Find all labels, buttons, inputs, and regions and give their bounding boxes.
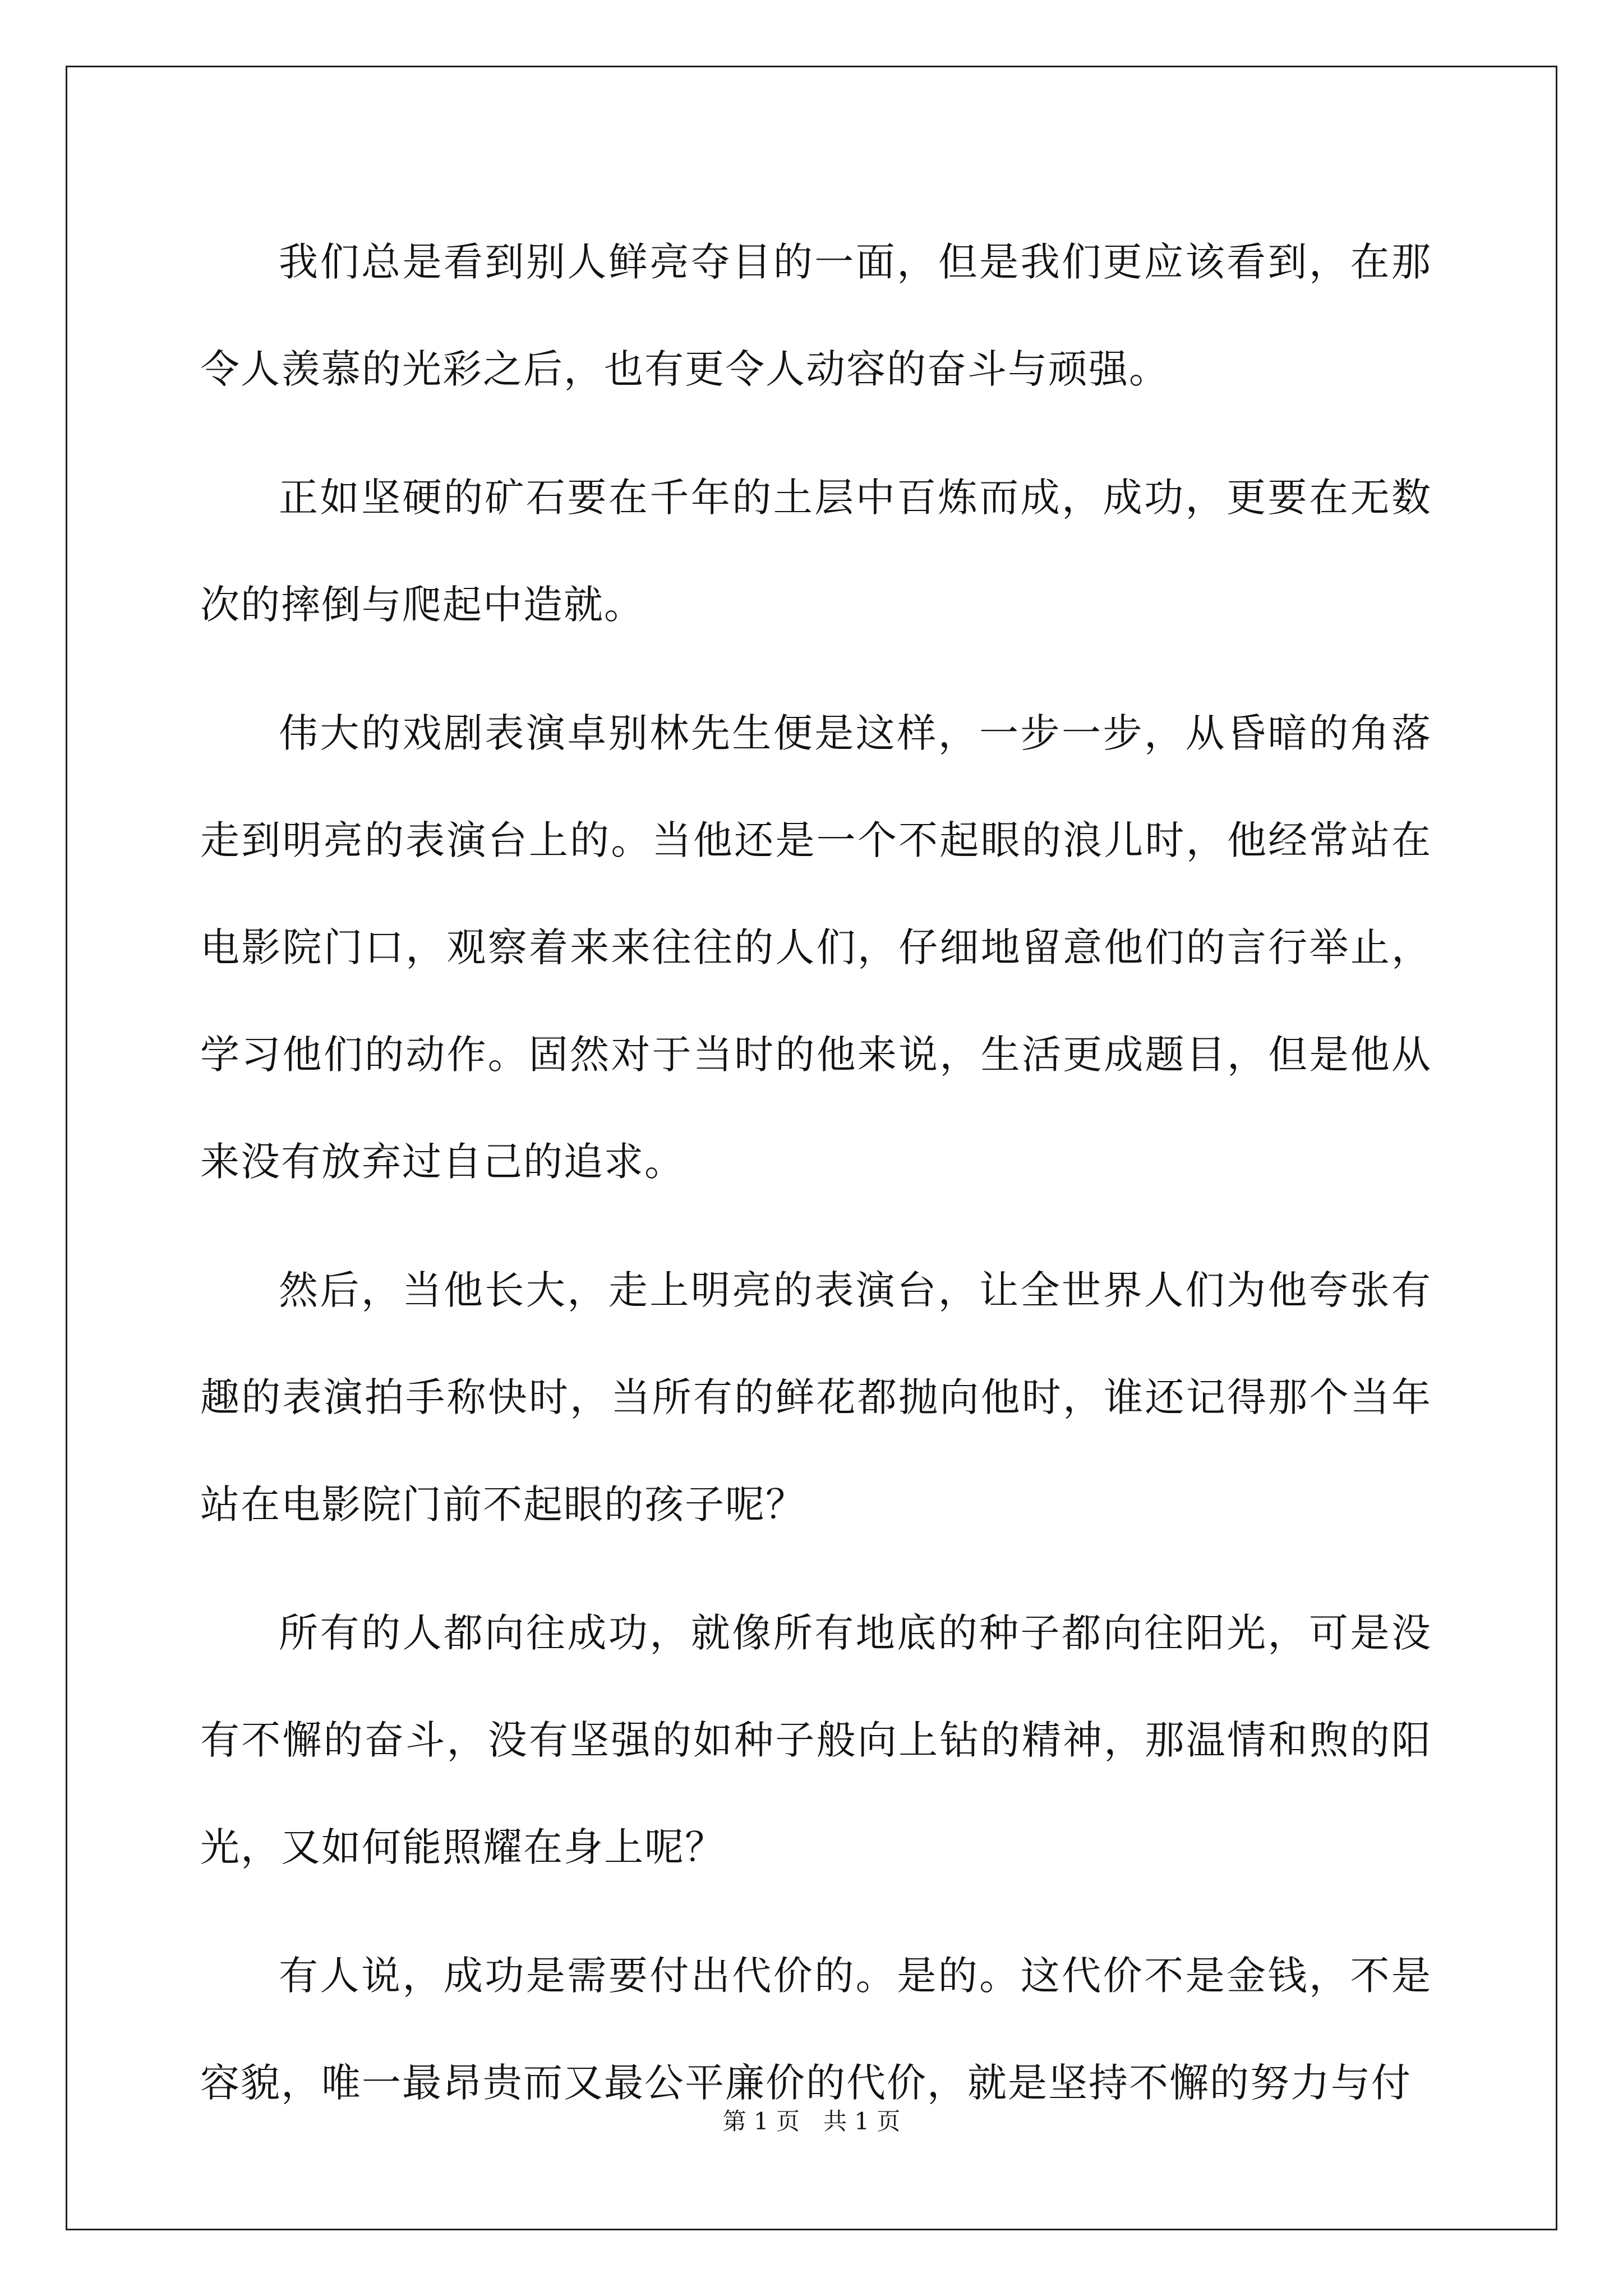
- document-body: [200, 209, 1432, 2158]
- paragraph: 正如坚硬的矿石要在千年的土层中百炼而成，成功，更要在无数次的摔倒与爬起中造就。: [200, 475, 1432, 628]
- page-footer: 第 1 页 共 1 页: [722, 2108, 901, 2135]
- paragraph: 然后，当他长大，走上明亮的表演台，让全世界人们为他夸张有趣的表演拍手称快时，当所有的鲜花都抛向他时，谁还记得那个当年站在电影院门前不起眼的孩子呢？: [200, 1267, 1432, 1527]
- paragraph: 我们总是看到别人鲜亮夺目的一面，但是我们更应该看到，在那令人羡慕的光彩之后，也有更令人动容的奋斗与顽强。: [200, 239, 1432, 392]
- paragraph: 所有的人都向往成功，就像所有地底的种子都向往阳光，可是没有不懈的奋斗，没有坚强的如种子般向上钻的精神，那温情和煦的阳光，又如何能照耀在身上呢？: [200, 1610, 1432, 1870]
- paragraph: 有人说，成功是需要付出代价的。是的。这代价不是金钱，不是容貌，唯一最昂贵而又最公平廉价的代价，就是坚持不懈的努力与付: [200, 1953, 1432, 2106]
- paragraph: 伟大的戏剧表演卓别林先生便是这样，一步一步，从昏暗的角落走到明亮的表演台上的。当他还是一个不起眼的浪儿时，他经常站在电影院门口，观察着来来往往的人们，仔细地留意他们的言行举止，学习他们的动作。固然对于当时的他来说，生活更成题目，但是他从来没有放弃过自己的追求。: [200, 710, 1432, 1185]
